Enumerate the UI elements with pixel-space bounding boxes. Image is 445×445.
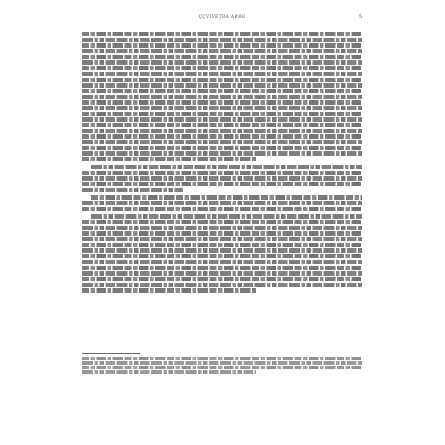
text-line (82, 66, 362, 70)
text-line (82, 60, 362, 64)
page-header (82, 14, 362, 24)
text-line (82, 72, 362, 76)
text-line (82, 123, 362, 127)
paragraph-4 (82, 214, 362, 292)
text-line (82, 32, 362, 36)
footnote-line (82, 357, 362, 360)
body-text (82, 32, 362, 294)
text-line (82, 100, 362, 104)
text-line (82, 231, 362, 235)
text-line (82, 188, 183, 192)
text-line (82, 288, 256, 292)
text-line (82, 49, 362, 53)
text-line (82, 248, 362, 252)
paragraph-1 (82, 32, 362, 161)
text-line (82, 151, 362, 155)
text-line (82, 83, 362, 87)
text-line (82, 146, 362, 150)
text-line (82, 106, 362, 110)
footnote-rule (82, 353, 140, 354)
text-line (82, 140, 362, 144)
text-line (91, 195, 362, 199)
text-line (82, 157, 256, 161)
running-head: ÇÇVIVETRA ARRE (198, 14, 246, 19)
text-line (82, 237, 362, 241)
page-number: 5 (358, 14, 362, 20)
text-line (82, 266, 362, 270)
text-line (91, 165, 362, 169)
text-line (82, 271, 362, 275)
paragraph-2 (82, 165, 362, 192)
text-line (82, 207, 362, 211)
text-line (82, 260, 362, 264)
text-line (82, 38, 362, 42)
text-line (82, 112, 362, 116)
paragraph-3 (82, 195, 362, 211)
text-line (82, 117, 362, 121)
footnotes (82, 357, 362, 375)
text-line (82, 78, 362, 82)
text-line (82, 176, 362, 180)
text-line (82, 201, 362, 205)
text-line (82, 129, 362, 133)
footnote-line (82, 361, 362, 364)
text-line (82, 134, 362, 138)
text-line (82, 254, 362, 258)
footnote-line (82, 370, 256, 373)
text-line (91, 214, 362, 218)
text-line (82, 243, 362, 247)
text-line (82, 89, 362, 93)
text-line (82, 283, 362, 287)
text-line (82, 95, 362, 99)
footnote-line (82, 366, 362, 369)
text-line (82, 171, 362, 175)
text-line (82, 55, 362, 59)
text-line (82, 43, 362, 47)
text-line (82, 182, 362, 186)
text-line (82, 226, 362, 230)
text-line (82, 220, 362, 224)
text-line (82, 277, 362, 281)
